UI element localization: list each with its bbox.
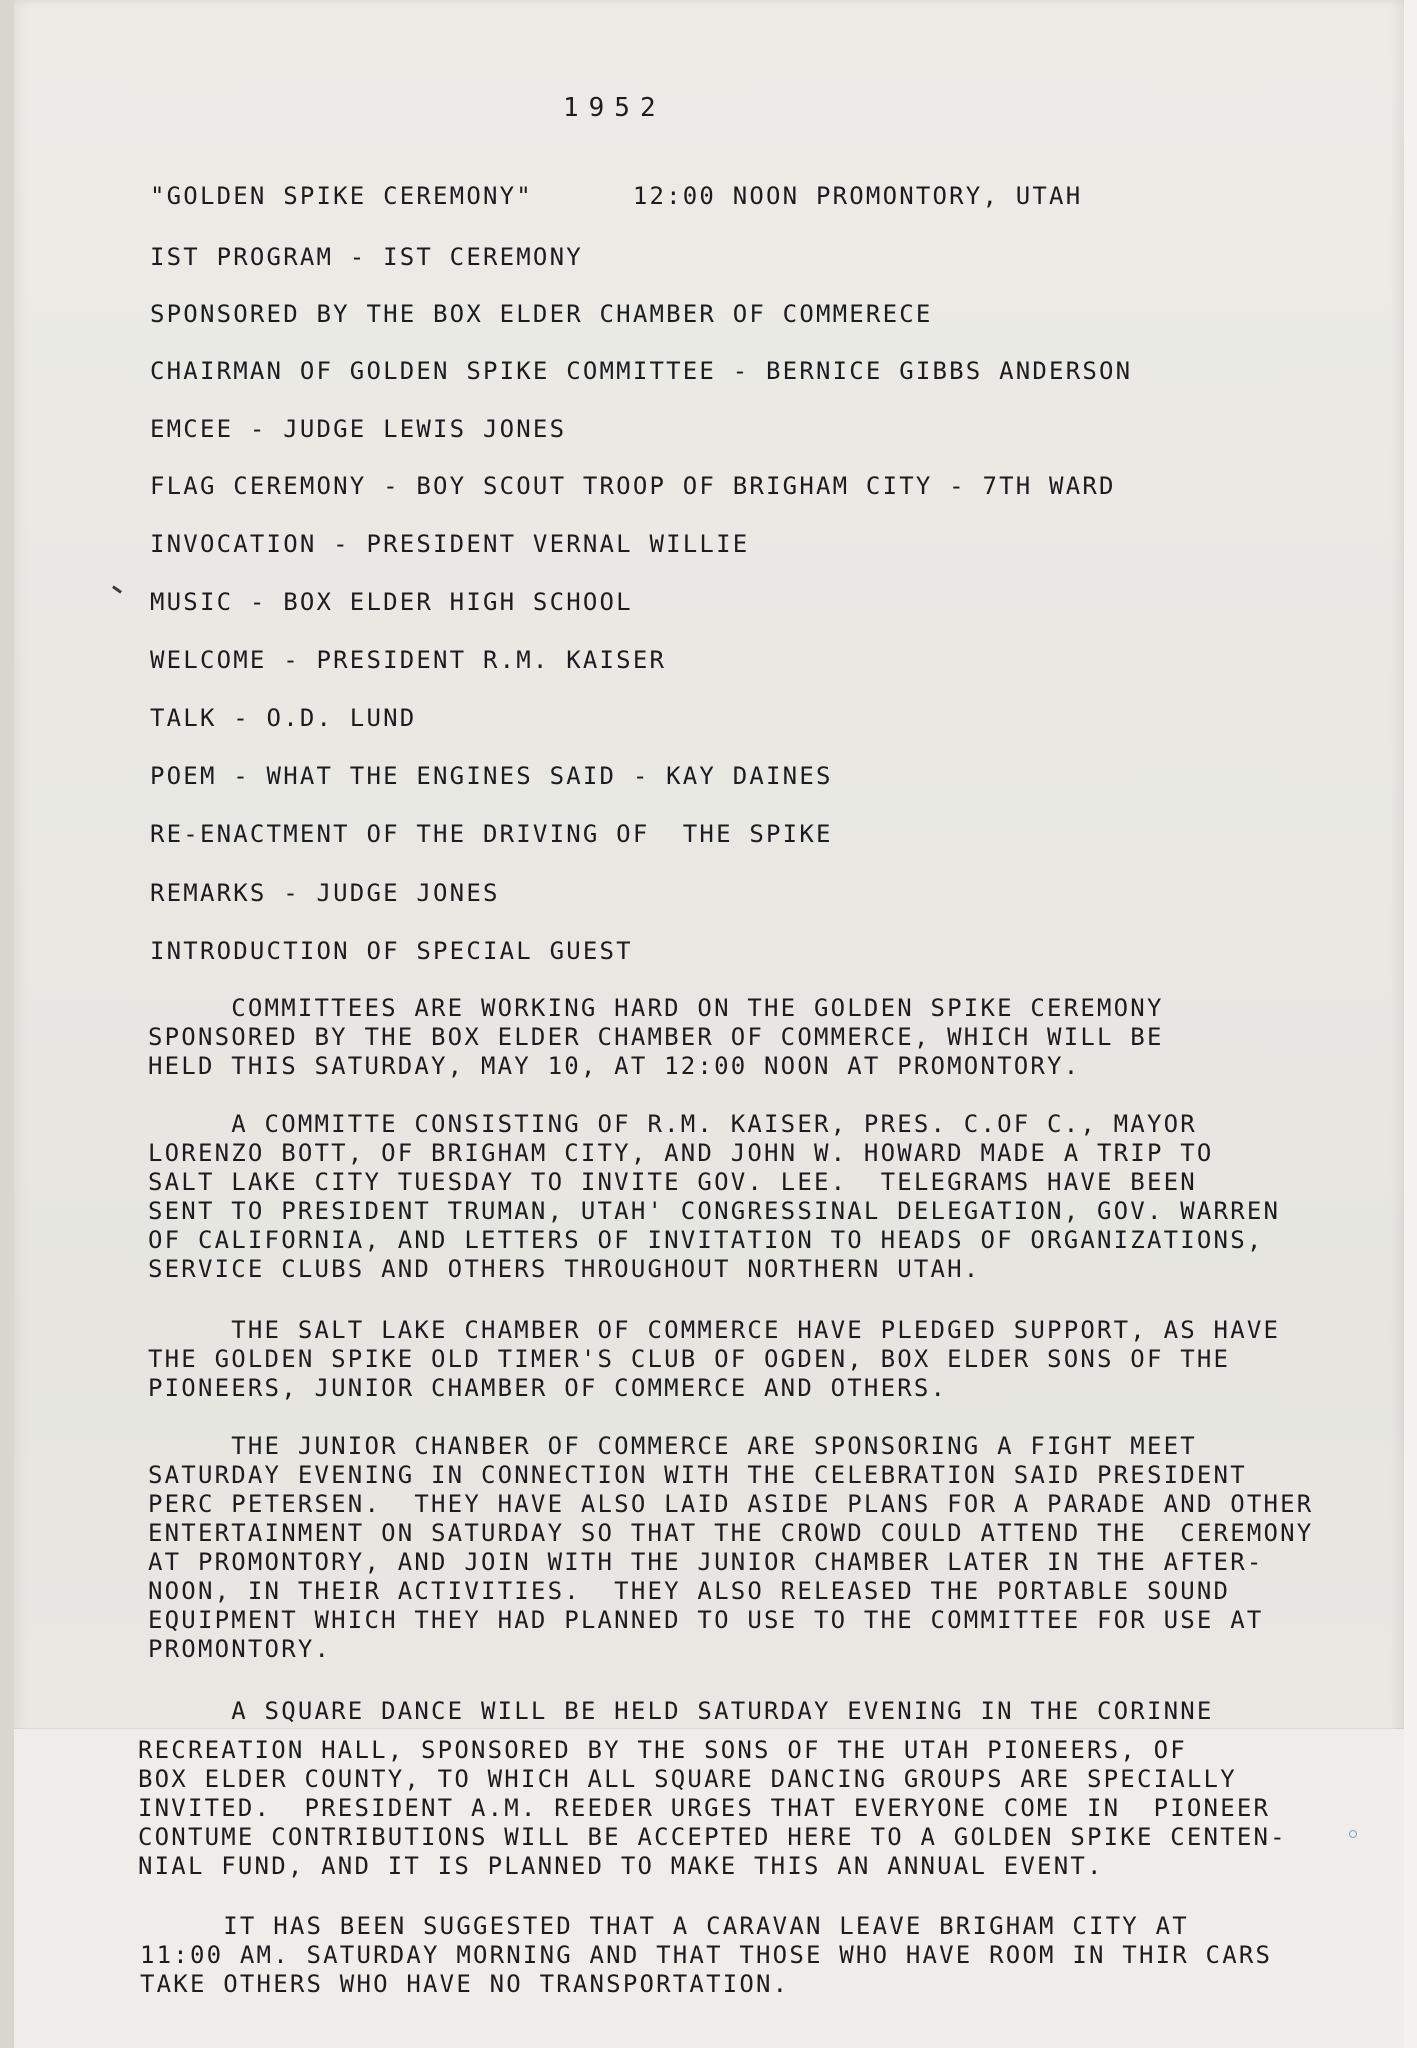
paragraph-committees: COMMITTEES ARE WORKING HARD ON THE GOLDEN SPIKE CEREMONY SPONSORED BY THE BOX ELDER CHAMBER OF COMMERCE, WHICH WILL BE HELD THIS SATURDAY, MAY 10, AT 12:00 NOON AT PROMONTORY. bbox=[148, 994, 1164, 1080]
program-line-talk: TALK - O.D. LUND bbox=[150, 704, 417, 732]
program-line-chairman: CHAIRMAN OF GOLDEN SPIKE COMMITTEE - BERNICE GIBBS ANDERSON bbox=[150, 357, 1133, 385]
program-line-poem: POEM - WHAT THE ENGINES SAID - KAY DAINES bbox=[150, 762, 833, 790]
paragraph-square-dance-intro: A SQUARE DANCE WILL BE HELD SATURDAY EVENING IN THE CORINNE bbox=[148, 1697, 1214, 1725]
program-line-emcee: EMCEE - JUDGE LEWIS JONES bbox=[150, 415, 567, 443]
program-line-sponsor: SPONSORED BY THE BOX ELDER CHAMBER OF COMMERECE bbox=[150, 300, 933, 328]
program-line-program: IST PROGRAM - IST CEREMONY bbox=[150, 243, 583, 271]
program-line-introduction: INTRODUCTION OF SPECIAL GUEST bbox=[150, 937, 633, 965]
program-line-flag-ceremony: FLAG CEREMONY - BOY SCOUT TROOP OF BRIGHAM CITY - 7TH WARD bbox=[150, 472, 1116, 500]
document-year: 1952 bbox=[563, 93, 666, 123]
paper-seam bbox=[14, 1728, 1404, 1729]
program-line-welcome: WELCOME - PRESIDENT R.M. KAISER bbox=[150, 646, 667, 674]
ink-circle-mark bbox=[1349, 1830, 1357, 1838]
program-line-remarks: REMARKS - JUDGE JONES bbox=[150, 879, 500, 907]
program-line-reenactment: RE-ENACTMENT OF THE DRIVING OF THE SPIKE bbox=[150, 820, 833, 848]
paragraph-square-dance: RECREATION HALL, SPONSORED BY THE SONS OF THE UTAH PIONEERS, OF BOX ELDER COUNTY, TO WHICH ALL SQUARE DANCING GROUPS ARE SPECIALLY INVITED. PRESIDENT A.M. REEDER URGES THAT EVERYONE COME IN PIONEER CONTUME CONTRIBUTIONS WILL BE ACCEPTED HERE TO A GOLDEN SPIKE CENTEN- NIAL FUND, AND IT IS PLANNED TO MAKE THIS AN ANNUAL EVENT. bbox=[138, 1736, 1287, 1880]
paragraph-committee-trip: A COMMITTE CONSISTING OF R.M. KAISER, PRES. C.OF C., MAYOR LORENZO BOTT, OF BRIGHAM CITY, AND JOHN W. HOWARD MADE A TRIP TO SALT LAKE CITY TUESDAY TO INVITE GOV. LEE. TELEGRAMS HAVE BEEN SENT TO PRESIDENT TRUMAN, UTAH' CONGRESSINAL DELEGATION, GOV. WARREN OF CALIFORNIA, AND LETTERS OF INVITATION TO HEADS OF ORGANIZATIONS, SERVICE CLUBS AND OTHERS THROUGHOUT NORTHERN UTAH. bbox=[148, 1110, 1281, 1283]
paragraph-support: THE SALT LAKE CHAMBER OF COMMERCE HAVE PLEDGED SUPPORT, AS HAVE THE GOLDEN SPIKE OLD TIMER'S CLUB OF OGDEN, BOX ELDER SONS OF THE PIONEERS, JUNIOR CHAMBER OF COMMERCE AND OTHERS. bbox=[148, 1316, 1281, 1402]
program-line-title: "GOLDEN SPIKE CEREMONY" 12:00 NOON PROMONTORY, UTAH bbox=[150, 182, 1083, 210]
page-edge bbox=[1404, 0, 1417, 2048]
paragraph-junior-chamber: THE JUNIOR CHANBER OF COMMERCE ARE SPONSORING A FIGHT MEET SATURDAY EVENING IN CONNECTION WITH THE CELEBRATION SAID PRESIDENT PERC PETERSEN. THEY HAVE ALSO LAID ASIDE PLANS FOR A PARADE AND OTHER ENTERTAINMENT ON SATURDAY SO THAT THE CROWD COULD ATTEND THE CEREMONY AT PROMONTORY, AND JOIN WITH THE JUNIOR CHAMBER LATER IN THE AFTER- NOON, IN THEIR ACTIVITIES. THEY ALSO RELEASED THE PORTABLE SOUND EQUIPMENT WHICH THEY HAD PLANNED TO USE TO THE COMMITTEE FOR USE AT PROMONTORY. bbox=[148, 1432, 1314, 1663]
program-line-invocation: INVOCATION - PRESIDENT VERNAL WILLIE bbox=[150, 530, 750, 558]
paragraph-caravan: IT HAS BEEN SUGGESTED THAT A CARAVAN LEAVE BRIGHAM CITY AT 11:00 AM. SATURDAY MORNING AND THAT THOSE WHO HAVE ROOM IN THIR CARS TAKE OTHERS WHO HAVE NO TRANSPORTATION. bbox=[140, 1912, 1273, 1998]
program-line-music: MUSIC - BOX ELDER HIGH SCHOOL bbox=[150, 588, 633, 616]
